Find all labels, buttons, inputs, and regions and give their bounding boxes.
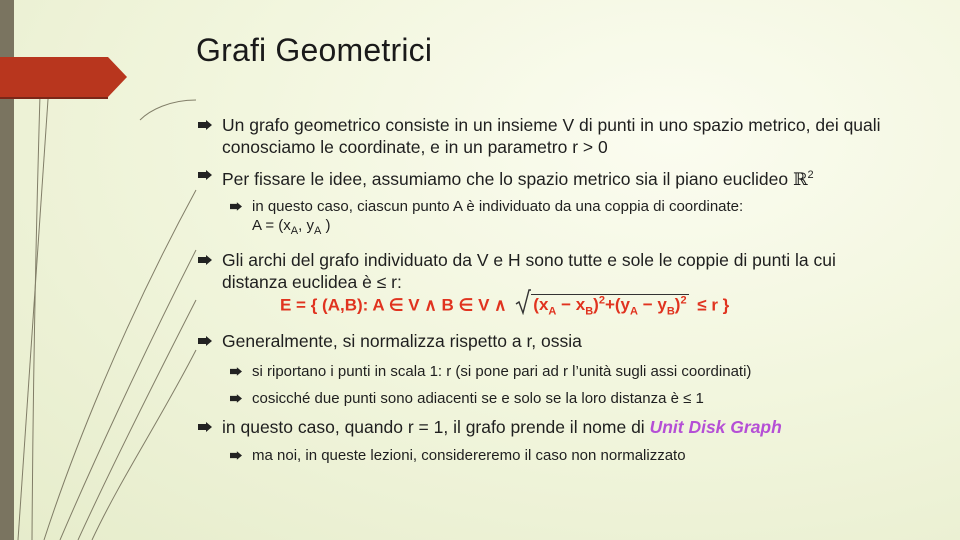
arrow-bullet-icon (230, 394, 242, 403)
radicand-part: − x (556, 295, 586, 315)
coordinate-a: A = (x (252, 216, 291, 234)
radicand (531, 294, 688, 318)
bullet-text: Un grafo geometrico consiste in un insieme V di punti in uno spazio metrico, dei quali conosciamo le coordinate, e in un parametro r > 0 (222, 115, 881, 157)
slide-content (196, 114, 896, 473)
bullet-normalize (196, 330, 896, 352)
sub-bullet-coordinates (196, 197, 896, 241)
arrow-bullet-icon (198, 120, 212, 130)
unit-disk-graph-term: Unit Disk Graph (649, 416, 782, 437)
coordinate-b: , y (298, 216, 314, 234)
square-root (515, 295, 688, 318)
subscript: B (585, 305, 594, 318)
bullet-text: si riportano i punti in scala 1: r (si pone pari ad r l’unità sugli assi coordinati) (252, 362, 752, 380)
bullet-text-line1: in questo caso, ciascun punto A è individuato da una coppia di coordinate: (252, 197, 744, 215)
radicand-part: ) (674, 295, 681, 315)
bullet-euclidean-plane (196, 164, 896, 191)
sqrt-icon (515, 289, 531, 315)
subscript-a: A (313, 224, 322, 237)
arrow-bullet-icon (198, 170, 212, 180)
subscript: B (666, 305, 675, 318)
bullet-text: ma noi, in queste lezioni, considereremo il caso non normalizzato (252, 446, 686, 464)
formula-end: ≤ r } (692, 295, 730, 315)
bullet-text: Gli archi del grafo individuato da V e H sono tutte e sole le coppie di punti la cui distanza euclidea è ≤ r: (222, 249, 836, 292)
sub-bullet-scale (196, 362, 896, 381)
bullet-text: in questo caso, quando r = 1, il grafo prende il nome di (222, 416, 650, 437)
superscript: 2 (680, 294, 687, 307)
radicand-part: ) (593, 295, 599, 315)
formula-start: E = { (A,B): A ∈ V ∧ B ∈ V ∧ (280, 295, 512, 315)
subscript: A (630, 305, 638, 318)
real-numbers-symbol: ℝ (792, 169, 808, 190)
bullet-edges (196, 249, 896, 293)
subscript-a: A (290, 224, 299, 237)
sub-bullet-non-normalized (196, 446, 896, 465)
coordinate-c: ) (321, 216, 331, 234)
title-arrow-shape (0, 0, 200, 110)
arrow-bullet-icon (230, 451, 242, 460)
arrow-bullet-icon (198, 422, 212, 432)
arrow-bullet-icon (198, 255, 212, 265)
slide-title: Grafi Geometrici (196, 32, 433, 68)
bullet-geometric-graph (196, 114, 896, 158)
radicand-part: − y (637, 295, 667, 315)
arrow-bullet-icon (230, 367, 242, 376)
sub-bullet-adjacent (196, 389, 896, 408)
bullet-text: Generalmente, si normalizza rispetto a r, ossia (222, 330, 582, 351)
superscript-two: 2 (807, 169, 814, 181)
subscript: A (548, 305, 557, 318)
bullet-text: Per fissare le idee, assumiamo che lo spazio metrico sia il piano euclideo (222, 168, 793, 189)
arrow-bullet-icon (198, 336, 212, 346)
radicand-part: (x (533, 295, 549, 315)
arrow-bullet-icon (230, 202, 242, 211)
edge-set-formula (196, 295, 896, 318)
bullet-unit-disk (196, 416, 896, 438)
superscript: 2 (598, 294, 605, 307)
bullet-text: cosicché due punti sono adiacenti se e solo se la loro distanza è ≤ 1 (252, 389, 704, 407)
radicand-part: +(y (604, 295, 631, 315)
